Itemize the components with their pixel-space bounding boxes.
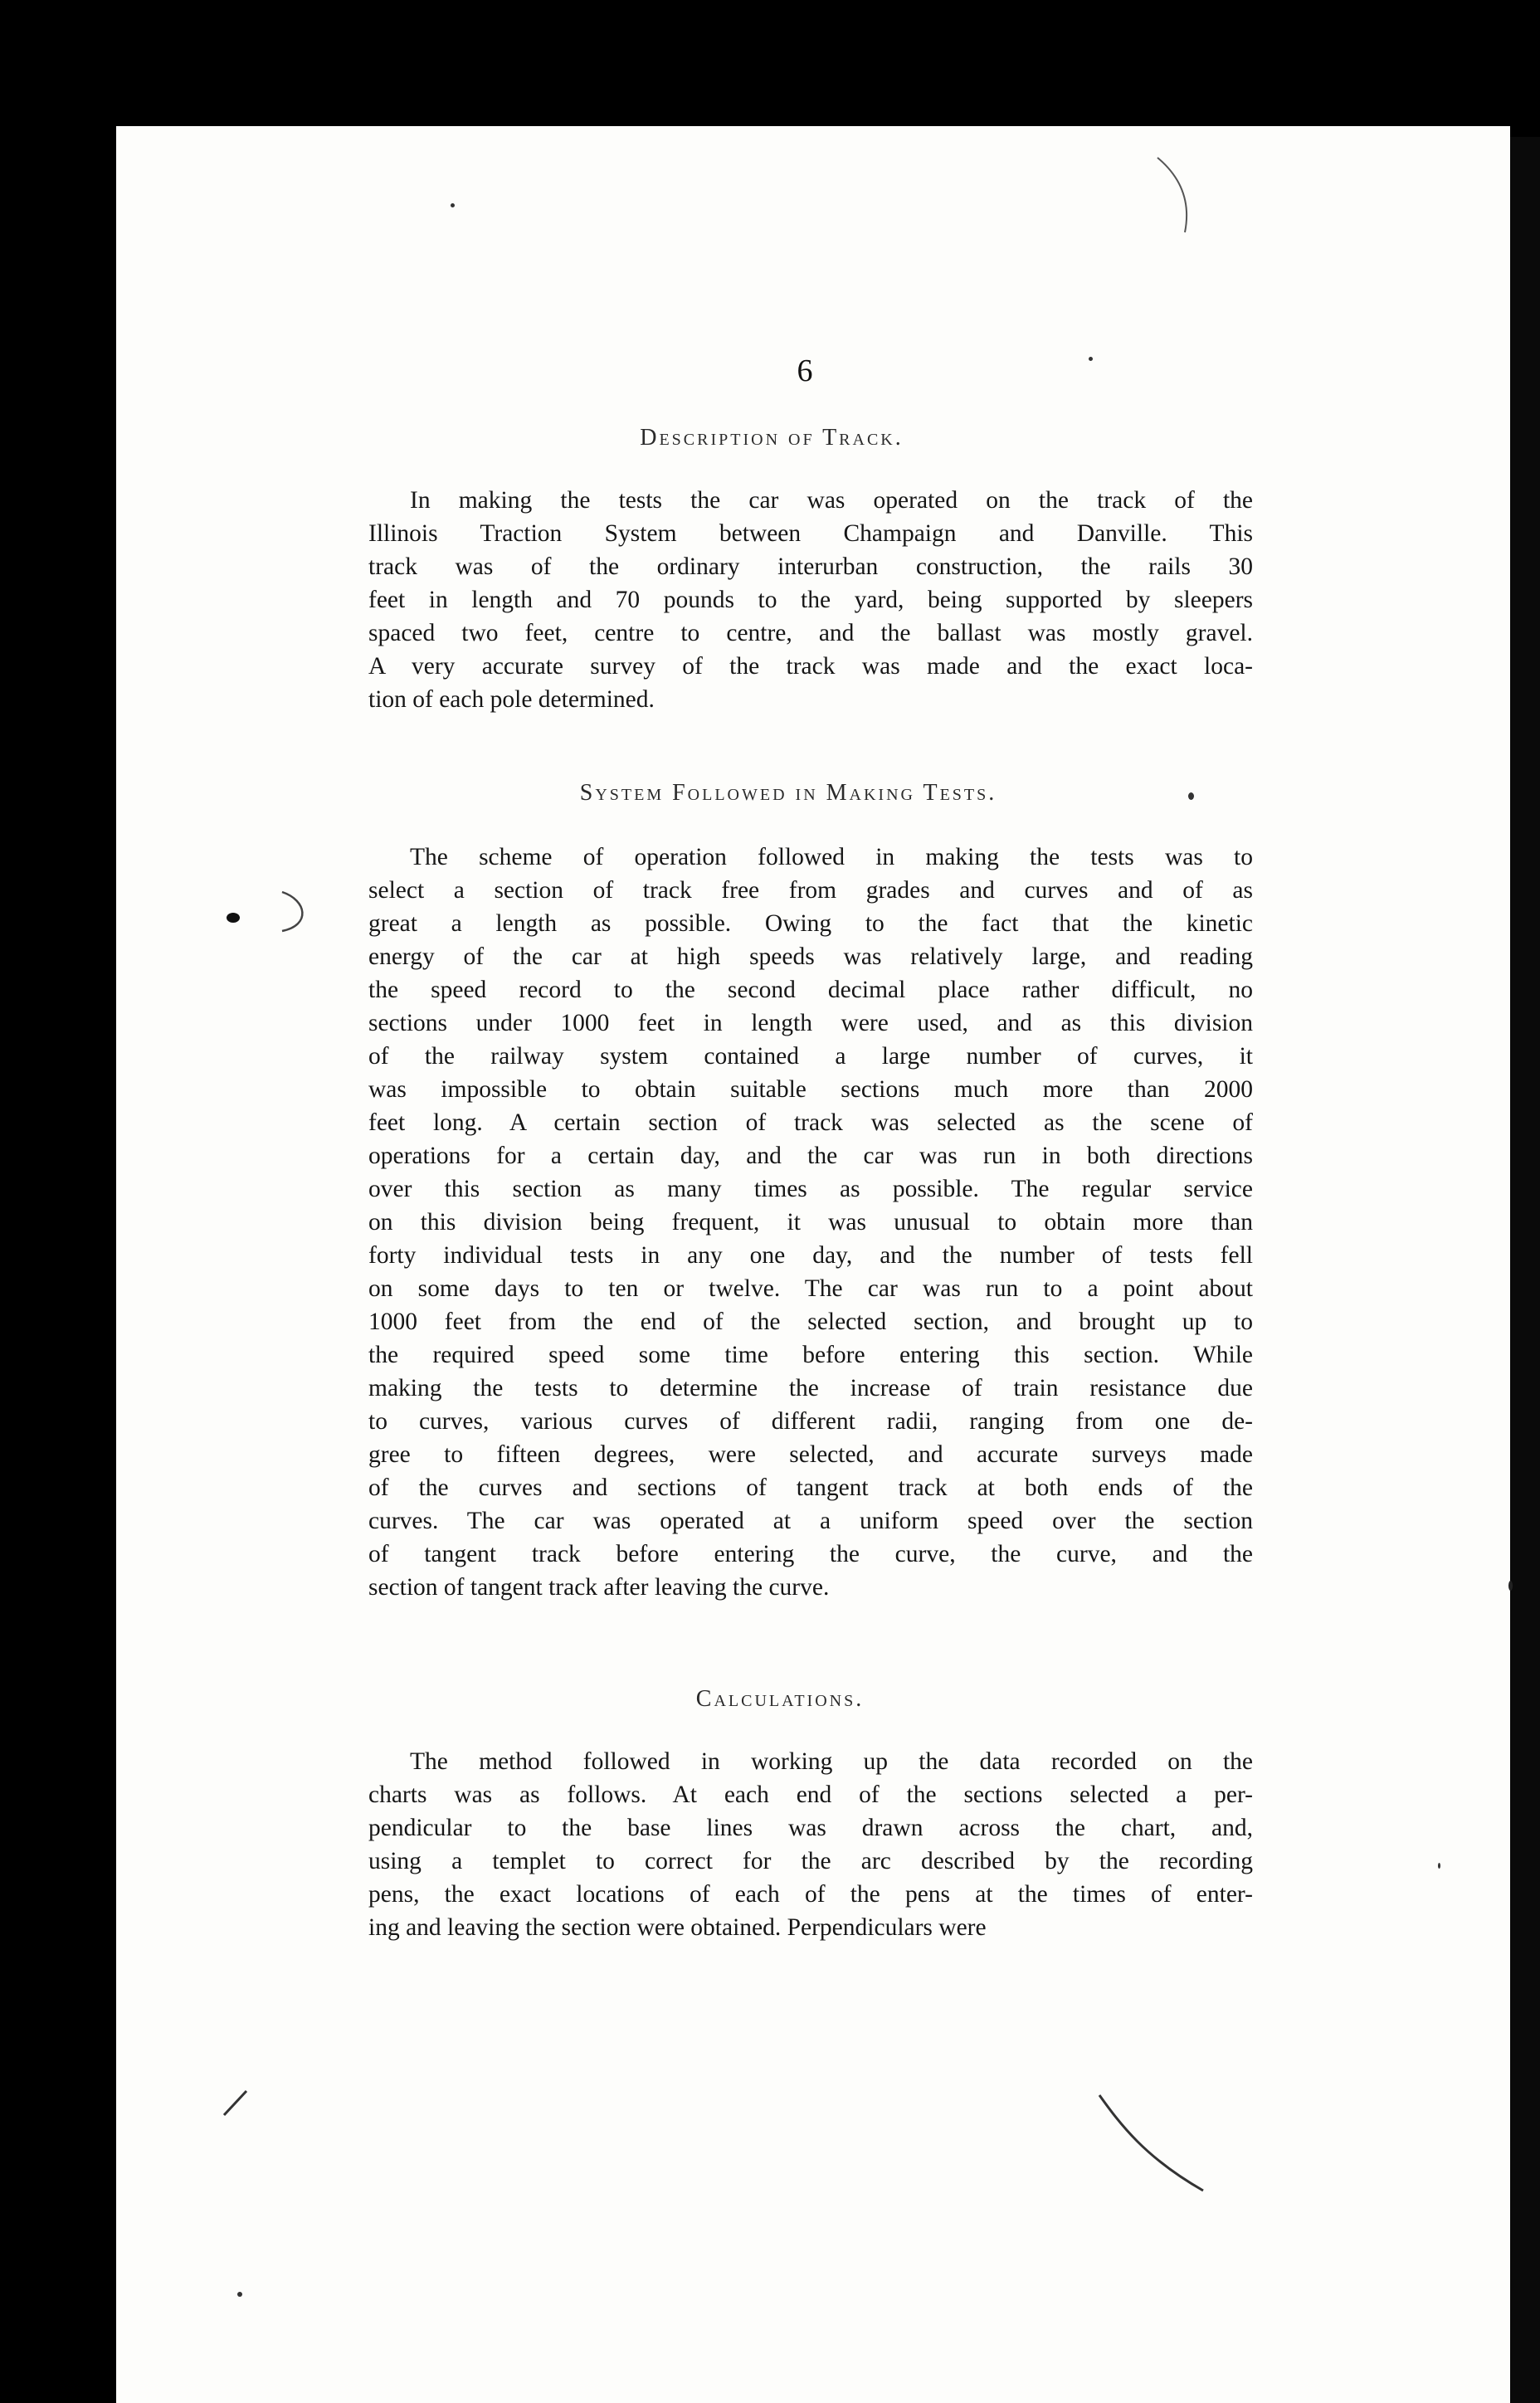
text-line: over this section as many times as possible. The regular service	[368, 1176, 1253, 1202]
text-line: the speed record to the second decimal place rather difficult, no	[368, 977, 1253, 1003]
scan-dust-mark	[1188, 792, 1194, 800]
text-line: In making the tests the car was operated on the track of the	[410, 487, 1253, 514]
page-number: 6	[797, 353, 813, 388]
text-line: pens, the exact locations of each of the pens at the times of enter-	[368, 1881, 1253, 1908]
paragraph-description-of-track	[368, 484, 1253, 716]
text-line: charts was as follows. At each end of the sections selected a per-	[368, 1782, 1253, 1808]
text-line: select a section of track free from grades and curves and of as	[368, 877, 1253, 904]
text-line: sections under 1000 feet in length were used, and as this division	[368, 1010, 1253, 1036]
text-line: spaced two feet, centre to centre, and the ballast was mostly gravel.	[368, 620, 1253, 646]
text-line: the required speed some time before entering this section. While	[368, 1342, 1253, 1368]
page-edge-shadow	[1510, 137, 1540, 2403]
section-heading-system-followed: System Followed in Making Tests.	[579, 780, 997, 806]
paragraph-system-followed	[368, 841, 1253, 1604]
text-line: track was of the ordinary interurban construction, the rails 30	[368, 553, 1253, 580]
text-line: Illinois Traction System between Champaign and Danville. This	[368, 520, 1253, 547]
scan-stroke-artifact	[1095, 2091, 1211, 2199]
text-line: of the railway system contained a large number of curves, it	[368, 1043, 1253, 1070]
text-line: of tangent track before entering the curve, the curve, and the	[368, 1541, 1253, 1567]
text-line: The scheme of operation followed in making the tests was to	[410, 844, 1253, 870]
text-line: of the curves and sections of tangent track at both ends of the	[368, 1474, 1253, 1501]
scan-dust-mark	[451, 203, 455, 207]
text-line: feet in length and 70 pounds to the yard, being supported by sleepers	[368, 587, 1253, 613]
text-line: The method followed in working up the data recorded on the	[410, 1748, 1253, 1775]
text-line: curves. The car was operated at a uniform speed over the section	[368, 1508, 1253, 1534]
text-line: gree to fifteen degrees, were selected, and accurate surveys made	[368, 1441, 1253, 1468]
text-line: section of tangent track after leaving the curve.	[368, 1574, 830, 1601]
text-line: was impossible to obtain suitable sections much more than 2000	[368, 1076, 1253, 1103]
text-line: tion of each pole determined.	[368, 686, 655, 713]
text-line: on this division being frequent, it was unusual to obtain more than	[368, 1209, 1253, 1236]
scan-stroke-artifact	[220, 2087, 253, 2120]
text-line: energy of the car at high speeds was relatively large, and reading	[368, 943, 1253, 970]
scan-ink-blot	[227, 913, 240, 923]
text-line: great a length as possible. Owing to the fact that the kinetic	[368, 910, 1253, 937]
scan-stroke-artifact	[1153, 154, 1211, 236]
text-line: feet long. A certain section of track was selected as the scene of	[368, 1109, 1253, 1136]
paragraph-text	[368, 1745, 1253, 1944]
scan-dust-mark	[1508, 1581, 1513, 1591]
text-line: to curves, various curves of different radii, ranging from one de-	[368, 1408, 1253, 1435]
text-line: pendicular to the base lines was drawn across the chart, and,	[368, 1815, 1253, 1841]
section-heading-calculations: Calculations.	[695, 1686, 865, 1712]
text-line: A very accurate survey of the track was made and the exact loca-	[368, 653, 1253, 680]
text-line: forty individual tests in any one day, and the number of tests fell	[368, 1242, 1253, 1269]
scan-stroke-artifact	[274, 888, 332, 938]
text-line: making the tests to determine the increase of train resistance due	[368, 1375, 1253, 1401]
text-line: using a templet to correct for the arc described by the recording	[368, 1848, 1253, 1874]
paragraph-calculations	[368, 1745, 1253, 1944]
text-line: 1000 feet from the end of the selected section, and brought up to	[368, 1309, 1253, 1335]
text-line: operations for a certain day, and the car was run in both directions	[368, 1143, 1253, 1169]
section-heading-description-of-track: Description of Track.	[640, 425, 904, 451]
text-line: ing and leaving the section were obtained. Perpendiculars were	[368, 1914, 987, 1941]
paragraph-text	[368, 484, 1253, 716]
scan-dust-mark	[1089, 357, 1093, 361]
scan-dust-mark	[1438, 1863, 1440, 1869]
scan-dust-mark	[237, 2292, 242, 2297]
text-line: on some days to ten or twelve. The car was run to a point about	[368, 1275, 1253, 1302]
paragraph-text	[368, 841, 1253, 1604]
